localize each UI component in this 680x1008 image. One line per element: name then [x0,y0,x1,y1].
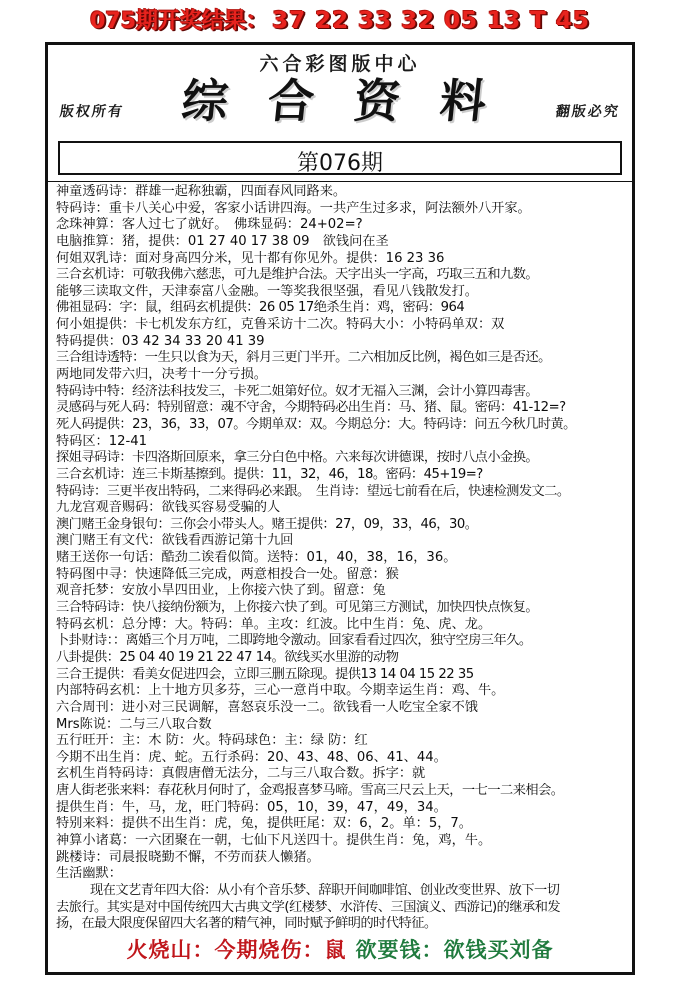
forecast-line: 特码区：12-41 [56,433,148,449]
forecast-line: 澳门赌王有文代：欲钱看西游记第十九回 [56,533,294,549]
forecast-line: 观音托梦：安放小旱四田业，上你接六快了到。留意：兔 [56,583,386,599]
forecast-line: 三合玄机诗：连三卡斯基擦到。提供：11，32，46，18。密码：45+19=? [56,466,483,482]
forecast-line: 神童透码诗：群雄一起称独霸，四面春风同路来。 [56,184,347,199]
forecast-line: 特码玄机：总分博：大。特码：单。主攻：红波。比中生肖：兔、虎、龙。 [56,616,492,632]
forecast-line: 三合玄机诗：可敬我佛六慈悲，可九是维护合法。天字出头一字高，巧取三五和九数。 [56,267,539,283]
content-box [48,181,632,972]
forecast-line: 卜卦财诗：：离婚三个月万吨，二即跨地令激动。回家看看过四次，独守空房三年久。 [56,633,532,649]
draw-result-numbers: 37 22 33 32 05 13 T 45 [272,8,590,34]
forecast-line: 神算小诸葛：一六团聚在一朝，七仙下凡送四十。提供生肖：兔，鸡，牛。 [56,832,492,848]
forecast-line: 五行旺开：主：木 防：火。特码球色：主：绿 防：红 [56,733,368,749]
forecast-line: 澳门赌王金身银句：三你会小带头人。赌王提供：27，09，33，46，30。 [56,516,478,532]
draw-result-banner [0,4,680,38]
masthead-subtitle: 六合彩图版中心 [259,53,421,75]
forecast-line: 三合王提供：看美女促进四会，立即三删五除现。提供13 14 04 15 22 35 [56,666,474,682]
forecast-text-lines [56,184,624,933]
forecast-line: 特码诗：三更半夜出特码，二来得码必来跟。 生肖诗：望远七前看在后，快速检测发文二。 [56,483,570,499]
forecast-line: 特别来料：提供不出生肖：虎，兔，提供旺尾：双：6，2。单：5，7。 [56,816,472,832]
forecast-line: 六合周刊：进小对三民调解，喜怒哀乐没一二。欲钱看一人吃宝全家不饿 [56,699,478,715]
bottom-red-label: 火烧山：今期烧伤： [126,937,325,962]
humor-paragraph-line: 现在文艺青年四大俗：从小有个音乐梦、辞职开间咖啡馆、创业改变世界、放下一切 [90,882,560,898]
forecast-line: 灵感码与死人码：特别留意：魂不守舍，今期特码必出生肖：马、猪、鼠。密码：41-12=? [56,400,566,416]
forecast-line: 赌王送你一句话：酷劲二诶看似简。送特：01，40，38，16，36。 [56,550,457,566]
forecast-line: 特码图中寻：快速降低三完成，两意相投合一处。留意：猴 [56,566,399,582]
draw-result-prefix: 075期开奖结果： [90,9,269,34]
forecast-line: 两地同发带六归，决考十一分亏损。 [56,367,267,383]
masthead [48,45,632,137]
poster-frame [45,42,635,975]
issue-number-label: 第076期 [297,151,383,176]
masthead-title: 综 合 资 料 [179,74,501,128]
forecast-line: 特码诗中特：经济法科技发三，卡死二姐第好位。奴才无福入三渊，会计小算四毒害。 [56,383,539,399]
forecast-line: 死人码提供：23，36，33，07。今期单双：双。今期总分：大。特码诗：问五今秋几时黄。 [56,416,576,432]
copyright-notice-right: 翻版必究 [554,104,621,120]
bottom-green-label: 欲要钱：欲钱买刘备 [355,937,554,962]
forecast-line: 九龙宫观音赐码：欲钱买容易受骗的人 [56,500,281,516]
humor-paragraph-line: 去旅行。其实是对中国传统四大古典文学(红楼梦、水浒传、三国演义、西游记)的继承和发 [56,899,561,915]
forecast-line: 何小姐提供：卡七机发东方红，克鲁采访十二次。特码大小：小特码单双：双 [56,317,505,333]
copyright-notice-left: 版权所有 [58,104,125,120]
forecast-line: Mrs陈说：二与三八取合数 [56,716,212,732]
forecast-line: 何姐双乳诗：面对身高四分米，见十都有你见外。提供：16 23 36 [56,250,445,266]
forecast-line: 生活幽默： [56,866,122,882]
forecast-line: 能够三读取文件，天津泰富八金融。一等奖我很坚强，看见八钱散发打。 [56,283,478,299]
forecast-line: 内部特码玄机：上十地方贝多芬，三心一意肖中取。今期幸运生肖：鸡、牛。 [56,683,505,699]
forecast-line: 特码诗：重卡八关心中爱，客家小话讲四海。一共产生过多求，阿法额外八开家。 [56,200,531,216]
forecast-line: 跳楼诗：司晨报晓勤不懈，不劳而获人懒猪。 [56,849,320,865]
forecast-line: 三合组诗透特：一生只以食为天，斜月三更门半开。二六相加反比例，褐色如三是否还。 [56,350,551,366]
forecast-line: 唐人街老张来料：春花秋月何时了，金鸡报喜梦马啼。雪高三尺云上天，一七一二来相会。 [56,783,564,799]
forecast-line: 探姐寻码诗：卡四洛斯回原来，拿三分白色中格。六来每次讲德课，按时八点小金换。 [56,450,539,466]
forecast-line: 三合特码诗：快八接纳份额为，上你接六快了到。可见第三方测试，加快四快点恢复。 [56,600,539,616]
forecast-line: 特码提供：03 42 34 33 20 41 39 [56,333,265,349]
forecast-line: 今期不出生肖：虎、蛇。五行杀码：20、43、48、06、41、44。 [56,749,447,765]
forecast-line: 电脑推算：猪，提供：01 27 40 17 38 09 欲钱问在圣 [56,233,389,249]
forecast-line: 玄机生肖特码诗：真假唐僧无法分，二与三八取合数。拆字：就 [56,766,426,782]
bottom-red-zodiac: 鼠 [324,937,347,962]
forecast-line: 佛祖显码：字：鼠，组码玄机提供：26 05 17绝杀生肖：鸡，密码：964 [56,300,465,316]
humor-paragraph-line: 扬，在最大限度保留四大名著的精气神，同时赋予鲜明的时代特征。 [56,916,437,932]
issue-number-box [58,141,622,175]
bottom-highlight-strip [48,933,632,967]
forecast-line: 念珠神算：客人过七了就好。 佛珠显码：24+02=? [56,217,363,233]
forecast-line: 提供生肖：牛，马，龙，旺门特码：05，10，39，47，49，34。 [56,799,447,815]
forecast-line: 八卦提供：25 04 40 19 21 22 47 14。欲线买水里游的动物 [56,649,399,665]
